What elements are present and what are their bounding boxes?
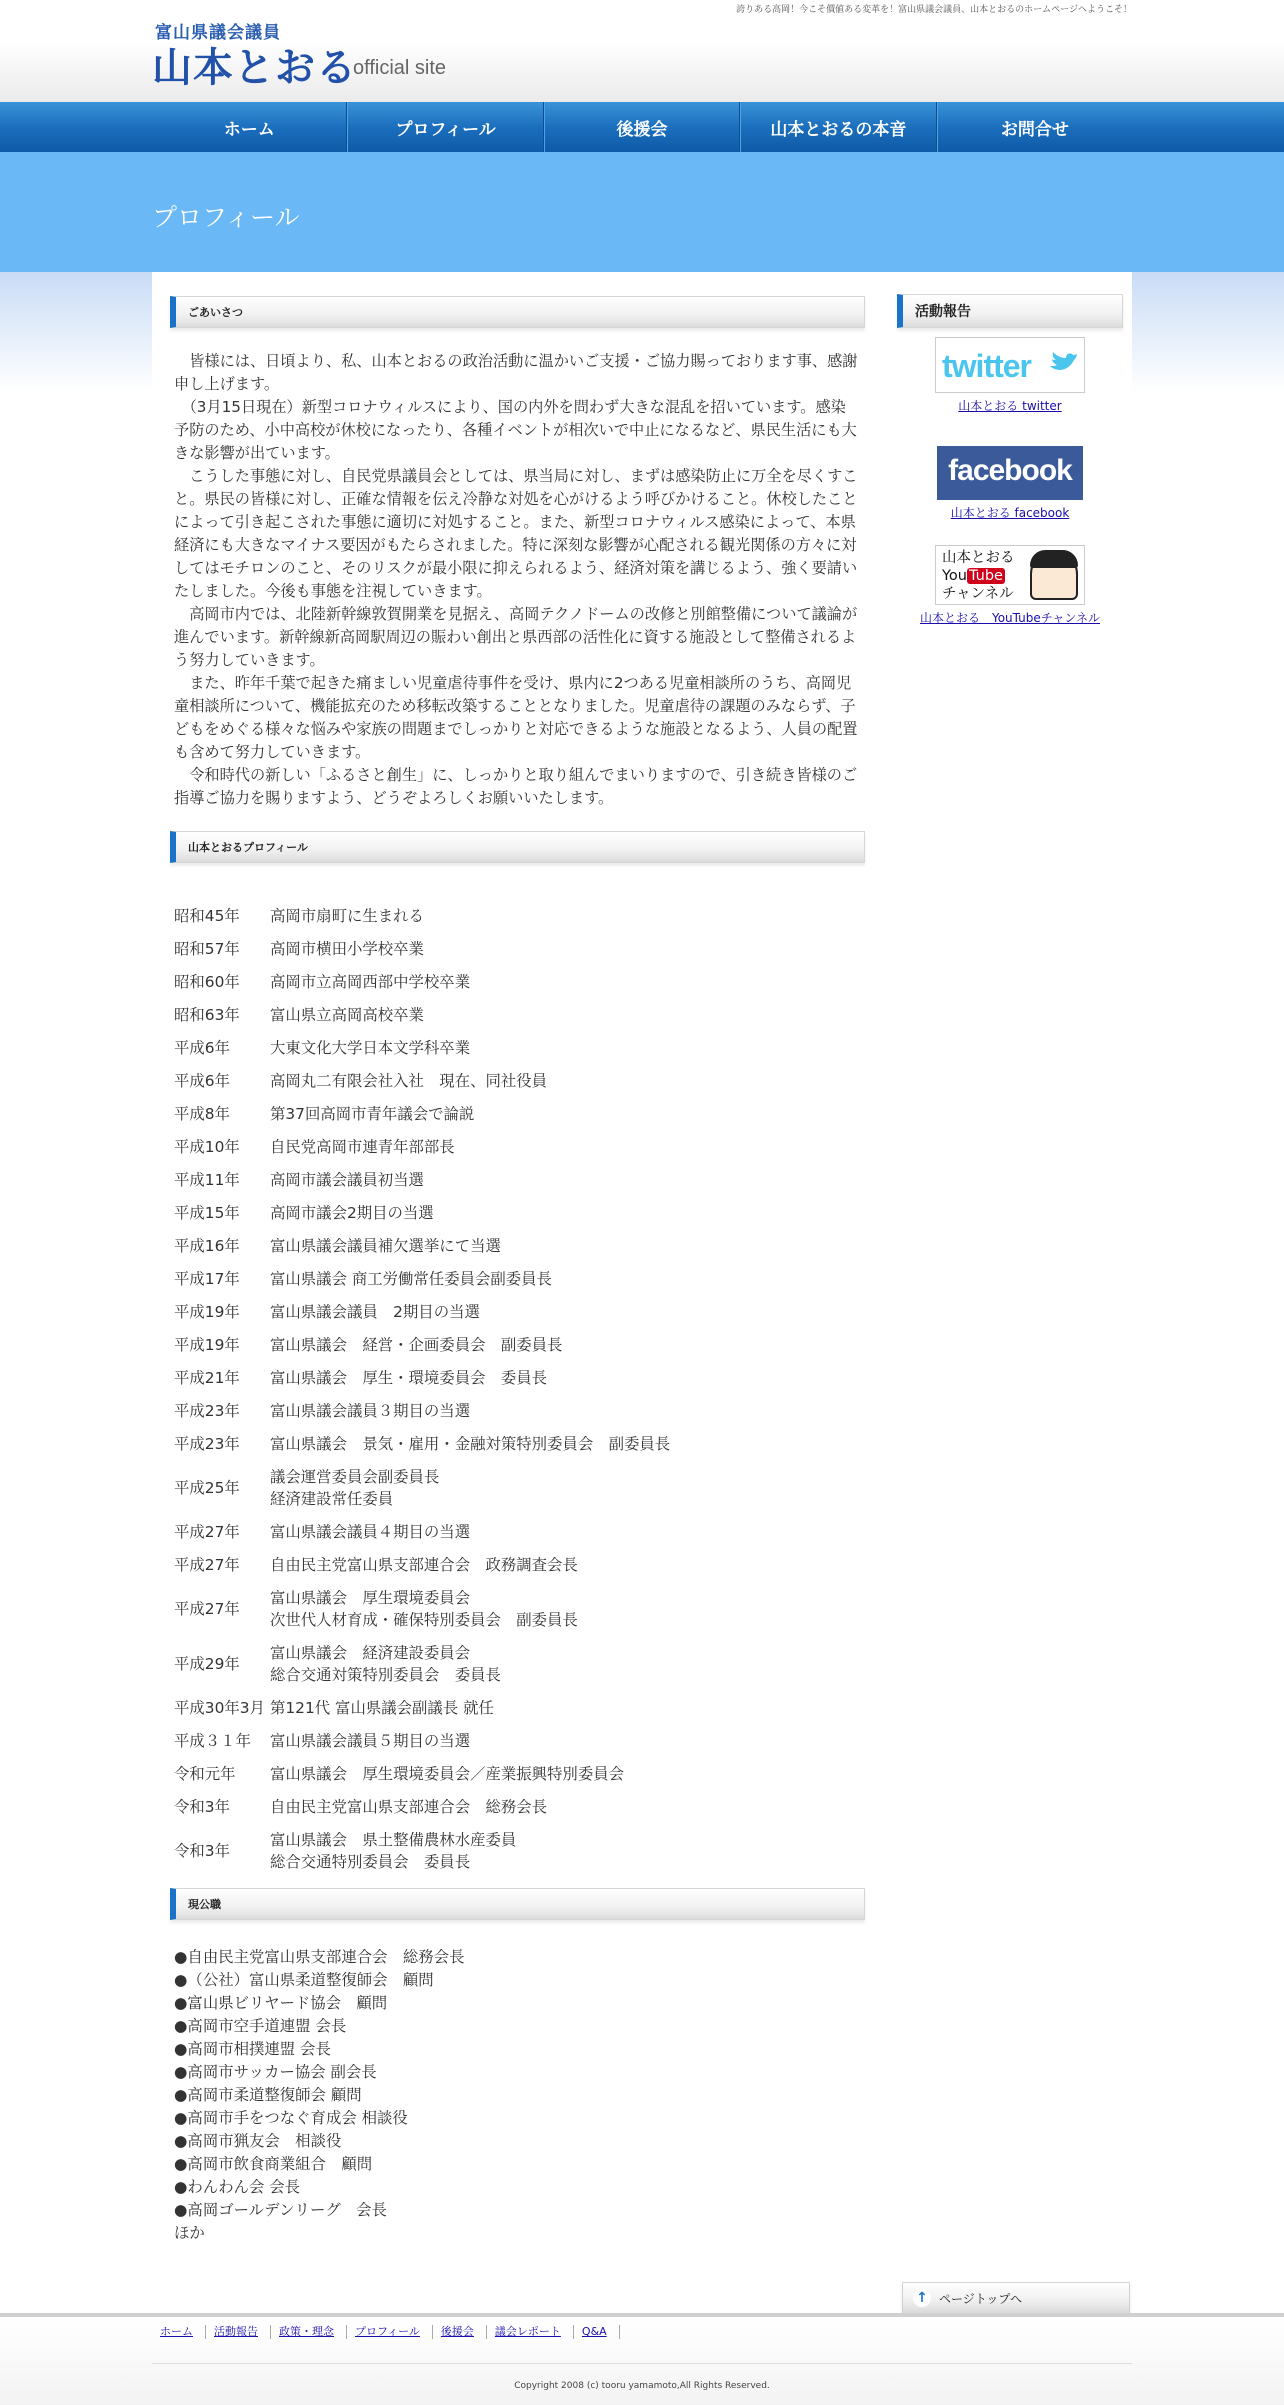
sidebar-heading: 活動報告	[897, 294, 1123, 328]
profile-year: 平成15年	[174, 1203, 240, 1222]
posts-list	[170, 1946, 865, 2245]
nav-item-home[interactable]: ホーム	[152, 102, 347, 152]
profile-row	[170, 1394, 865, 1427]
youtube-tube: Tube	[969, 568, 1003, 584]
facebook-banner[interactable]	[897, 446, 1123, 521]
youtube-link[interactable]: 山本とおる YouTubeチャンネル	[919, 611, 1101, 625]
profile-event	[270, 1460, 865, 1515]
post-item: ●高岡市飲食商業組合 顧問	[174, 2155, 373, 2173]
profile-event	[270, 1790, 865, 1823]
profile-row	[170, 998, 865, 1031]
profile-year: 昭和45年	[174, 906, 240, 925]
twitter-link[interactable]: 山本とおる twitter	[958, 399, 1062, 413]
profile-event	[270, 1295, 865, 1328]
profile-event	[270, 1196, 865, 1229]
footer-link-activity[interactable]: 活動報告	[206, 2325, 271, 2339]
profile-event-line: 自由民主党富山県支部連合会 政務調査会長	[270, 1555, 578, 1574]
profile-year: 平成27年	[174, 1599, 240, 1618]
greeting-text	[170, 350, 865, 810]
twitter-logo[interactable]	[935, 337, 1085, 393]
profile-event-line: 富山県議会議員３期目の当選	[270, 1401, 471, 1420]
profile-table	[170, 899, 865, 1878]
greeting-paragraph: 令和時代の新しい「ふるさと創生」に、しっかりと取り組んでまいりますので、引き続き皆様のご指導ご協力を賜りますよう、どうぞよろしくお願いいたします。	[174, 766, 858, 807]
profile-event-line: 富山県議会 景気・雇用・金融対策特別委員会 副委員長	[270, 1434, 671, 1453]
profile-event-line: 自由民主党富山県支部連合会 総務会長	[270, 1797, 548, 1816]
profile-row	[170, 1427, 865, 1460]
twitter-bird-icon	[1048, 352, 1078, 376]
post-item: ●高岡ゴールデンリーグ 会長	[174, 2201, 387, 2219]
profile-year: 平成11年	[174, 1170, 240, 1189]
profile-row	[170, 1031, 865, 1064]
posts-heading: 現公職	[170, 1888, 865, 1920]
nav-item-supporters[interactable]: 後援会	[544, 102, 740, 152]
facebook-logo[interactable]	[937, 446, 1083, 500]
nav-item-honne[interactable]: 山本とおるの本音	[740, 102, 936, 152]
profile-event	[270, 1394, 865, 1427]
profile-row	[170, 1581, 865, 1636]
profile-row	[170, 1097, 865, 1130]
profile-event-line: 富山県立高岡高校卒業	[270, 1005, 424, 1024]
post-item: ●高岡市猟友会 相談役	[174, 2132, 342, 2150]
profile-event-line: 高岡市扇町に生まれる	[270, 906, 424, 925]
footer-link-policy[interactable]: 政策・理念	[271, 2325, 347, 2339]
post-item: ●高岡市空手道連盟 会長	[174, 2017, 347, 2035]
profile-row	[170, 1515, 865, 1548]
profile-row	[170, 1163, 865, 1196]
youtube-line1: 山本とおる	[942, 550, 1015, 566]
profile-event	[270, 1581, 865, 1636]
footer-link-profile[interactable]: プロフィール	[347, 2325, 433, 2339]
post-item: ●（公社）富山県柔道整復師会 顧問	[174, 1971, 434, 1989]
arrow-up-icon: ↑	[913, 2289, 931, 2307]
profile-event-line: 高岡丸二有限会社入社 現在、同社役員	[270, 1071, 548, 1090]
youtube-logo-text	[942, 549, 1015, 603]
profile-year: 平成6年	[174, 1038, 230, 1057]
profile-year: 平成27年	[174, 1522, 240, 1541]
profile-year: 昭和57年	[174, 939, 240, 958]
page-title: プロフィール	[152, 203, 300, 232]
nav-item-profile[interactable]: プロフィール	[347, 102, 543, 152]
profile-year: 平成27年	[174, 1555, 240, 1574]
profile-event	[270, 1636, 865, 1691]
facebook-link[interactable]: 山本とおる facebook	[950, 506, 1070, 520]
profile-event	[270, 1031, 865, 1064]
profile-event-line: 富山県議会 厚生・環境委員会 委員長	[270, 1368, 548, 1387]
profile-row	[170, 932, 865, 965]
profile-event-line: 富山県議会議員 2期目の当選	[270, 1302, 480, 1321]
facebook-logo-text: facebook	[948, 454, 1072, 487]
profile-event-line: 高岡市議会議員初当選	[270, 1170, 424, 1189]
profile-event-line: 次世代人材育成・確保特別委員会 副委員長	[270, 1610, 578, 1629]
profile-year: 令和3年	[174, 1841, 230, 1860]
footer-link-home[interactable]: ホーム	[152, 2325, 206, 2339]
profile-row	[170, 1636, 865, 1691]
profile-event	[270, 1515, 865, 1548]
profile-event	[270, 1427, 865, 1460]
profile-row	[170, 1790, 865, 1823]
profile-event-line: 第37回高岡市青年議会で論説	[270, 1104, 475, 1123]
profile-year: 昭和63年	[174, 1005, 240, 1024]
profile-event	[270, 1097, 865, 1130]
profile-event-line: 総合交通特別委員会 委員長	[270, 1852, 471, 1871]
profile-year: 平成16年	[174, 1236, 240, 1255]
post-item: ●自由民主党富山県支部連合会 総務会長	[174, 1948, 465, 1966]
profile-year: 平成25年	[174, 1478, 240, 1497]
profile-event	[270, 1823, 865, 1878]
profile-event-line: 富山県議会 厚生環境委員会／産業振興特別委員会	[270, 1764, 624, 1783]
greeting-paragraph: 皆様には、日頃より、私、山本とおるの政治活動に温かいご支援・ご協力賜っております事、感謝申し上げます。	[174, 352, 858, 393]
profile-event-line: 経済建設常任委員	[270, 1489, 394, 1508]
footer-nav	[152, 2325, 620, 2339]
profile-event	[270, 1064, 865, 1097]
logo-subtitle: 富山県議会議員	[155, 23, 281, 43]
post-item: ●高岡市手をつなぐ育成会 相談役	[174, 2109, 408, 2127]
profile-event-line: 高岡市横田小学校卒業	[270, 939, 424, 958]
youtube-banner[interactable]	[897, 545, 1123, 626]
post-item: ほか	[174, 2224, 205, 2242]
greeting-paragraph: こうした事態に対し、自民党県議員会としては、県当局に対し、まずは感染防止に万全を尽くすこと。県民の皆様に対し、正確な情報を伝え冷静な対処を心がけるよう呼びかけること。休校したことによって引き起こされた事態に適切に対処すること。また、新型コロナウィルス感染によって、本県経済にも大きなマイナス要因がもたらされました。特に深刻な影響が心配される観光関係の方々に対してはモチロンのこと、そのリスクが最小限に抑えられるよう、経済対策を講じるよう、強く要請いたしました。今後も事態を注視していきます。	[174, 467, 858, 600]
profile-event	[270, 1691, 865, 1724]
profile-event	[270, 1548, 865, 1581]
profile-year: 平成23年	[174, 1434, 240, 1453]
page-top-button[interactable]	[902, 2282, 1130, 2314]
profile-row	[170, 1295, 865, 1328]
profile-year: 平成19年	[174, 1335, 240, 1354]
profile-row	[170, 1130, 865, 1163]
profile-event-line: 富山県議会 経営・企画委員会 副委員長	[270, 1335, 563, 1354]
youtube-line3: チャンネル	[942, 586, 1014, 602]
profile-row	[170, 1328, 865, 1361]
profile-year: 昭和60年	[174, 972, 240, 991]
post-item: ●高岡市柔道整復師会 顧問	[174, 2086, 362, 2104]
profile-event	[270, 899, 865, 932]
profile-row	[170, 1724, 865, 1757]
profile-row	[170, 1229, 865, 1262]
profile-year: 平成19年	[174, 1302, 240, 1321]
profile-row	[170, 1361, 865, 1394]
profile-event-line: 高岡市議会2期目の当選	[270, 1203, 434, 1222]
profile-year: 平成10年	[174, 1137, 240, 1156]
portrait-hair	[1030, 550, 1078, 568]
profile-year: 平成30年3月	[174, 1698, 265, 1717]
main-nav	[152, 102, 1132, 152]
site-tagline: 誇りある高岡！今こそ價値ある変革を！富山県議会議員、山本とおるのホームページへようこそ！	[736, 5, 1132, 15]
profile-year: 平成17年	[174, 1269, 240, 1288]
profile-event-line: 富山県議会 厚生環境委員会	[270, 1588, 471, 1607]
twitter-banner[interactable]	[897, 337, 1123, 414]
profile-row	[170, 1548, 865, 1581]
portrait-illustration	[1030, 550, 1078, 600]
main-column	[170, 296, 865, 2245]
profile-row	[170, 1823, 865, 1878]
profile-event-line: 富山県議会 経済建設委員会	[270, 1643, 471, 1662]
profile-event	[270, 965, 865, 998]
profile-event	[270, 1361, 865, 1394]
profile-event-line: 高岡市立高岡西部中学校卒業	[270, 972, 471, 991]
profile-year: 平成29年	[174, 1654, 240, 1673]
profile-year: 平成３１年	[174, 1731, 251, 1750]
profile-year: 平成23年	[174, 1401, 240, 1420]
post-item: ●高岡市サッカー協会 副会長	[174, 2063, 377, 2081]
profile-event-line: 議会運営委員会副委員長	[270, 1467, 440, 1486]
twitter-logo-text: twitter	[942, 348, 1031, 384]
profile-event	[270, 1328, 865, 1361]
post-item: ●わんわん会 会長	[174, 2178, 301, 2196]
profile-event-line: 大東文化大学日本文学科卒業	[270, 1038, 471, 1057]
profile-event-line: 富山県議会議員５期目の当選	[270, 1731, 471, 1750]
profile-row	[170, 1196, 865, 1229]
profile-heading: 山本とおるプロフィール	[170, 831, 865, 863]
greeting-paragraph: 高岡市内では、北陸新幹線敦賀開業を見据え、高岡テクノドームの改修と別館整備について議論が進んでいます。新幹線新高岡駅周辺の賑わい創出と県西部の活性化に資する施設として整備されるよう努力していきます。	[174, 605, 858, 669]
youtube-you: You	[942, 568, 967, 584]
profile-event	[270, 932, 865, 965]
profile-event-line: 総合交通対策特別委員会 委員長	[270, 1665, 501, 1684]
site-logo[interactable]: 山本とおる	[152, 45, 357, 91]
logo-official-site: official site	[353, 57, 447, 79]
profile-row	[170, 1691, 865, 1724]
profile-year: 平成8年	[174, 1104, 230, 1123]
profile-year: 平成6年	[174, 1071, 230, 1090]
profile-event	[270, 1757, 865, 1790]
profile-year: 令和元年	[174, 1764, 236, 1783]
profile-row	[170, 1262, 865, 1295]
post-item: ●高岡市相撲連盟 会長	[174, 2040, 331, 2058]
profile-row	[170, 899, 865, 932]
footer-link-supporters[interactable]: 後援会	[433, 2325, 487, 2339]
greeting-paragraph: （3月15日現在）新型コロナウィルスにより、国の内外を問わず大きな混乱を招いています。感染予防のため、小中高校が休校になったり、各種イベントが相次いで中止になるなど、県民生活にも大きな影響が出ています。	[174, 398, 857, 462]
profile-row	[170, 965, 865, 998]
profile-event-line: 富山県議会 商工労働常任委員会副委員長	[270, 1269, 552, 1288]
profile-year: 令和3年	[174, 1797, 230, 1816]
footer-divider	[152, 2363, 1132, 2364]
profile-event-line: 富山県議会議員４期目の当選	[270, 1522, 471, 1541]
sidebar	[897, 294, 1123, 626]
post-item: ●富山県ビリヤード協会 顧問	[174, 1994, 388, 2012]
profile-event	[270, 998, 865, 1031]
profile-event-line: 富山県議会議員補欠選挙にて当選	[270, 1236, 501, 1255]
nav-item-contact[interactable]: お問合せ	[937, 102, 1132, 152]
youtube-line2	[942, 567, 1015, 585]
footer-link-qa[interactable]: Q&A	[574, 2325, 620, 2339]
profile-event-line: 自民党高岡市連青年部部長	[270, 1137, 455, 1156]
profile-event	[270, 1163, 865, 1196]
page-top-label: ページトップへ	[939, 2291, 1023, 2306]
youtube-logo[interactable]	[935, 545, 1085, 605]
greeting-paragraph: また、昨年千葉で起きた痛ましい児童虐待事件を受け、県内に2つある児童相談所のうち、高岡児童相談所について、機能拡充のため移転改築することとなりました。児童虐待の課題のみならず、子どもをめぐる様々な悩みや家族の問題までしっかりと対応できるような施設となるよう、人員の配置も含めて努力していきます。	[174, 674, 858, 761]
profile-event-line: 富山県議会 県土整備農林水産委員	[270, 1830, 517, 1849]
profile-row	[170, 1064, 865, 1097]
profile-event	[270, 1262, 865, 1295]
footer-link-report[interactable]: 議会レポート	[487, 2325, 574, 2339]
profile-event	[270, 1229, 865, 1262]
profile-row	[170, 1460, 865, 1515]
profile-event-line: 第121代 富山県議会副議長 就任	[270, 1698, 494, 1717]
profile-year: 平成21年	[174, 1368, 240, 1387]
profile-event	[270, 1130, 865, 1163]
copyright: Copyright 2008 (c) tooru yamamoto,All Rights Reserved.	[514, 2381, 770, 2391]
greeting-heading: ごあいさつ	[170, 296, 865, 328]
profile-row	[170, 1757, 865, 1790]
profile-event	[270, 1724, 865, 1757]
